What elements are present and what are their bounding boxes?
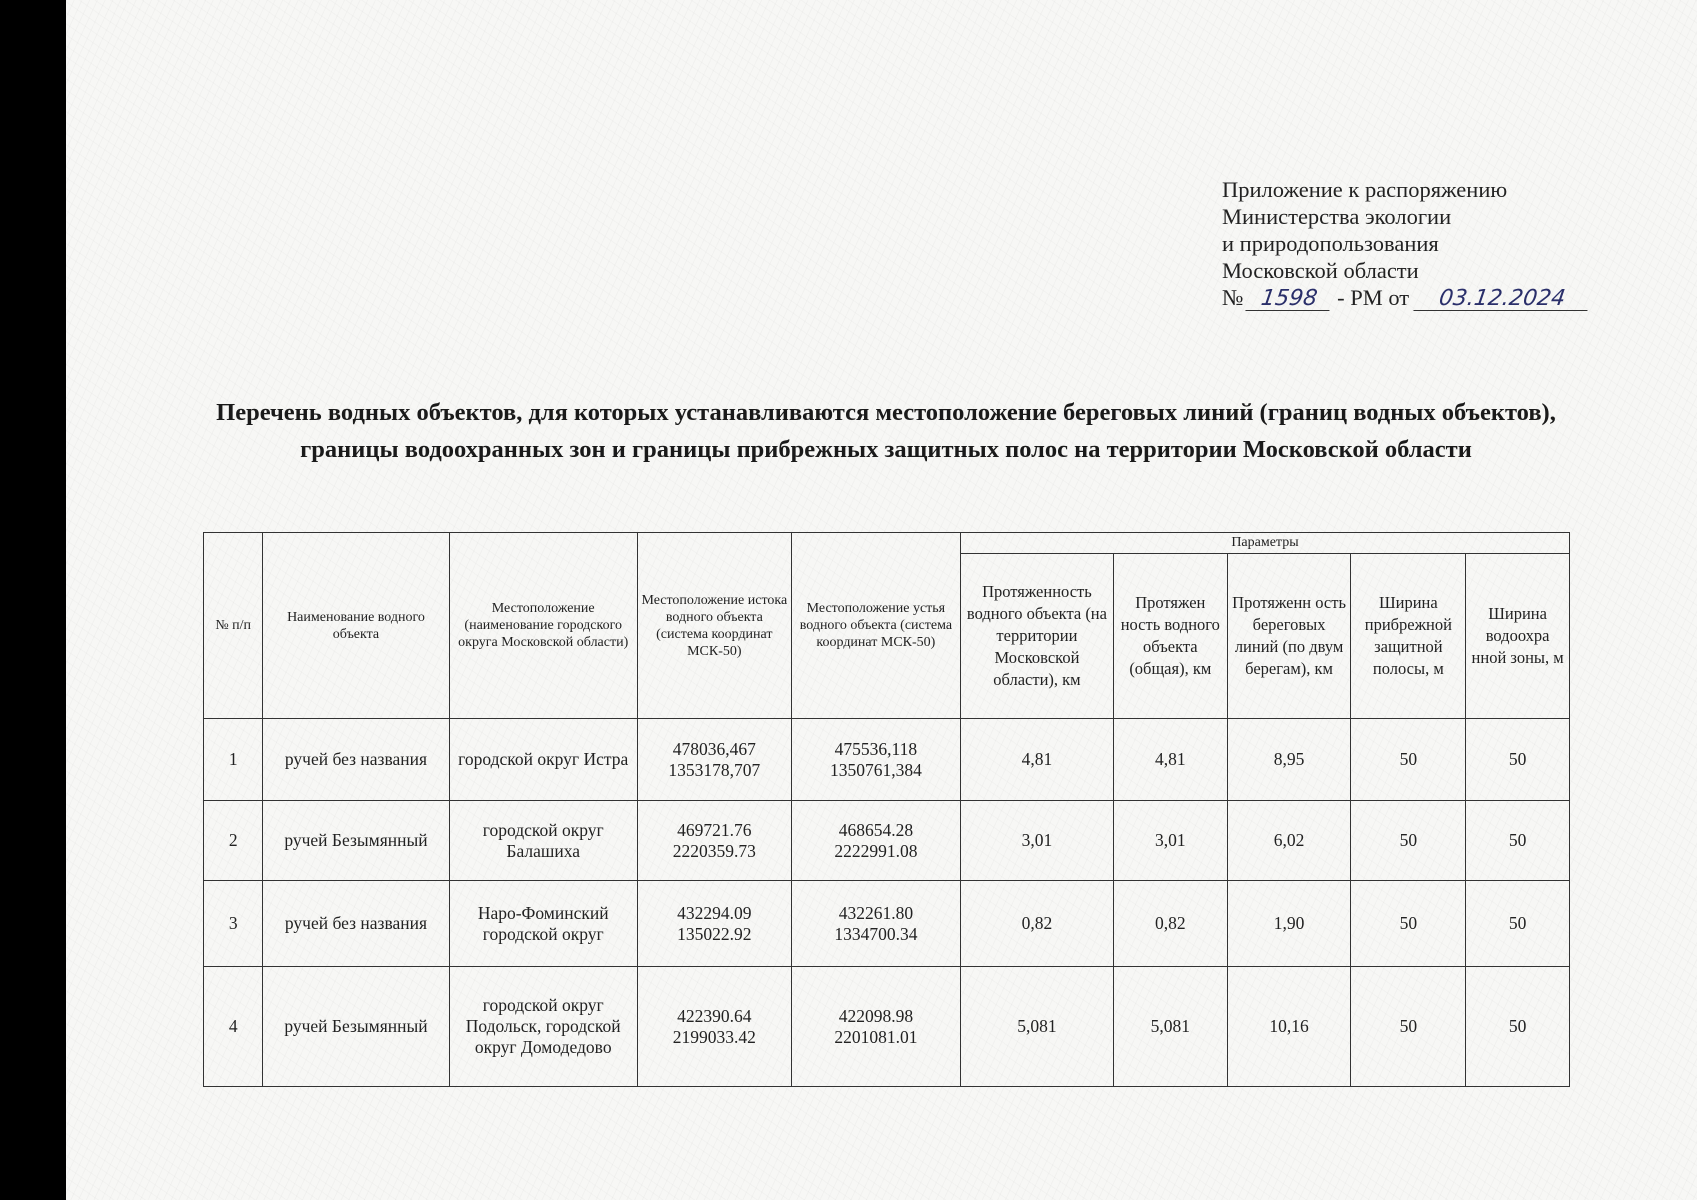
cell-length-total: 5,081 (1113, 967, 1227, 1087)
header-shore-length: Протяженн ость береговых линий (по двум берегам), км (1227, 554, 1351, 719)
cell-coastal-width: 50 (1351, 801, 1466, 881)
source-y: 2220359.73 (672, 840, 756, 861)
handwritten-date: 03.12.2024 (1414, 288, 1591, 311)
number-sign: № (1222, 285, 1244, 310)
appendix-number-line (1222, 284, 1589, 311)
cell-name: ручей без названия (263, 719, 449, 801)
source-y: 2199033.42 (672, 1026, 756, 1047)
cell-shore-length: 8,95 (1227, 719, 1351, 801)
header-location: Местоположение (наименование городского округа Московской области) (449, 533, 637, 719)
cell-shore-length: 1,90 (1227, 881, 1351, 967)
appendix-line: Министерства экологии (1222, 204, 1452, 229)
appendix-line: и природопользования (1222, 231, 1439, 256)
cell-water-zone-width: 50 (1466, 967, 1570, 1087)
cell-source (637, 967, 791, 1087)
cell-length-region: 0,82 (960, 881, 1113, 967)
cell-water-zone-width: 50 (1466, 719, 1570, 801)
cell-coastal-width: 50 (1351, 881, 1466, 967)
cell-coastal-width: 50 (1351, 967, 1466, 1087)
source-x: 469721.76 (677, 819, 752, 840)
mouth-y: 1350761,384 (829, 759, 922, 780)
mouth-x: 468654.28 (838, 819, 914, 840)
cell-source (637, 719, 791, 801)
cell-length-region: 3,01 (960, 801, 1113, 881)
cell-mouth (791, 881, 960, 967)
header-length-total: Протяжен ность водного объекта (общая), км (1113, 554, 1227, 719)
cell-source (637, 881, 791, 967)
document-title: Перечень водных объектов, для которых устанавливаются местоположение береговых линий (границ водных объектов), границы водоохранных зон и границы прибрежных защитных полос на территории Московской области (216, 399, 1556, 463)
mouth-y: 1334700.34 (834, 923, 918, 944)
cell-location: городской округ Подольск, городской округ Домодедово (449, 967, 637, 1087)
mouth-y: 2201081.01 (834, 1026, 918, 1047)
cell-length-region: 5,081 (960, 967, 1113, 1087)
source-x: 478036,467 (672, 738, 756, 759)
cell-name: ручей Безымянный (263, 967, 449, 1087)
header-coastal-width: Ширина прибрежной защитной полосы, м (1351, 554, 1466, 719)
handwritten-number: 1598 (1246, 288, 1333, 311)
appendix-line: Московской области (1222, 258, 1419, 283)
cell-length-total: 4,81 (1113, 719, 1227, 801)
table-row (204, 801, 1570, 881)
cell-num: 1 (204, 719, 263, 801)
header-name: Наименование водного объекта (263, 533, 449, 719)
header-parameters: Параметры (960, 533, 1569, 554)
water-objects-table (203, 532, 1570, 1087)
header-mouth: Местоположение устья водного объекта (система координат МСК-50) (791, 533, 960, 719)
source-x: 422390.64 (677, 1005, 752, 1026)
cell-source (637, 801, 791, 881)
mouth-y: 2222991.08 (834, 840, 918, 861)
cell-mouth (791, 801, 960, 881)
cell-num: 4 (204, 967, 263, 1087)
header-source: Местоположение истока водного объекта (система координат МСК-50) (637, 533, 791, 719)
cell-num: 3 (204, 881, 263, 967)
cell-location: городской округ Истра (449, 719, 637, 801)
cell-mouth (791, 719, 960, 801)
cell-length-total: 0,82 (1113, 881, 1227, 967)
cell-mouth (791, 967, 960, 1087)
table-row (204, 881, 1570, 967)
table-row (204, 967, 1570, 1087)
appendix-block (1222, 176, 1589, 311)
header-length-region: Протяженность водного объекта (на территории Московской области), км (960, 554, 1113, 719)
cell-location: городской округ Балашиха (449, 801, 637, 881)
cell-coastal-width: 50 (1351, 719, 1466, 801)
mouth-x: 432261.80 (838, 902, 914, 923)
cell-water-zone-width: 50 (1466, 801, 1570, 881)
cell-shore-length: 6,02 (1227, 801, 1351, 881)
source-y: 135022.92 (677, 923, 752, 944)
number-suffix: - РМ от (1337, 285, 1410, 310)
cell-name: ручей Безымянный (263, 801, 449, 881)
cell-length-region: 4,81 (960, 719, 1113, 801)
cell-name: ручей без названия (263, 881, 449, 967)
table-row (204, 719, 1570, 801)
header-water-zone-width: Ширина водоохра нной зоны, м (1466, 554, 1570, 719)
cell-length-total: 3,01 (1113, 801, 1227, 881)
header-row (204, 533, 1570, 554)
cell-num: 2 (204, 801, 263, 881)
scan-edge (0, 0, 66, 1200)
source-x: 432294.09 (677, 902, 752, 923)
mouth-x: 475536,118 (834, 738, 918, 759)
cell-shore-length: 10,16 (1227, 967, 1351, 1087)
appendix-line: Приложение к распоряжению (1222, 177, 1508, 202)
cell-water-zone-width: 50 (1466, 881, 1570, 967)
mouth-x: 422098.98 (838, 1005, 914, 1026)
header-num: № п/п (204, 533, 263, 719)
source-y: 1353178,707 (668, 759, 761, 780)
cell-location: Наро-Фоминский городской округ (449, 881, 637, 967)
